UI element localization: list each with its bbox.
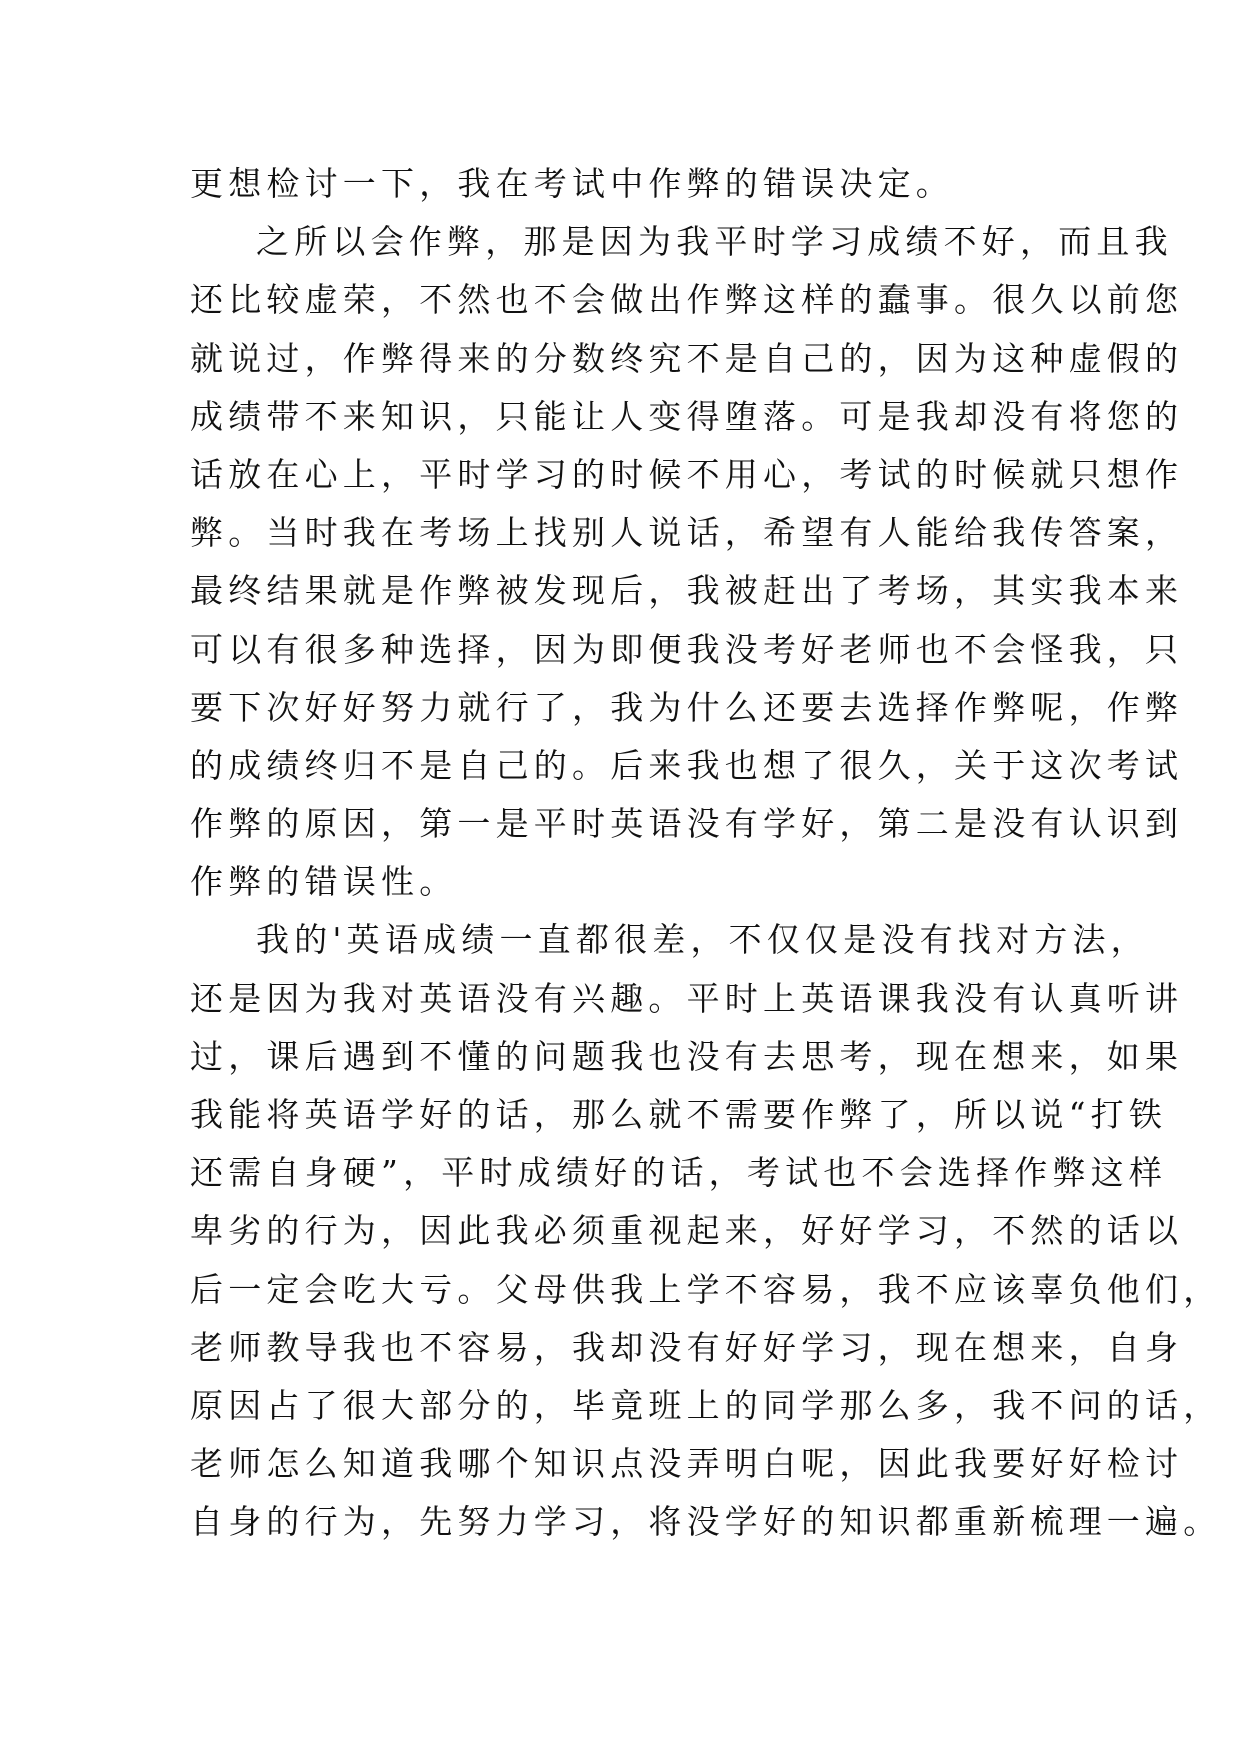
- text-line: 要下次好好努力就行了，我为什么还要去选择作弊呢，作弊: [190, 687, 1184, 727]
- text-line: 老师怎么知道我哪个知识点没弄明白呢，因此我要好好检讨: [190, 1444, 1184, 1484]
- text-line: 自身的行为，先努力学习，将没学好的知识都重新梳理一遍。: [190, 1502, 1222, 1542]
- text-line: 弊。当时我在考场上找别人说话，希望有人能给我传答案，: [190, 513, 1184, 553]
- text-line: 我能将英语学好的话，那么就不需要作弊了，所以说“打铁: [190, 1095, 1168, 1134]
- text-line: 作弊的原因，第一是平时英语没有学好，第二是没有认识到: [190, 804, 1184, 844]
- text-line: 更想检讨一下，我在考试中作弊的错误决定。: [190, 164, 954, 203]
- text-line: 老师教导我也不容易，我却没有好好学习，现在想来，自身: [190, 1327, 1184, 1367]
- text-line: 就说过，作弊得来的分数终究不是自己的，因为这种虚假的: [190, 338, 1184, 378]
- text-line: 后一定会吃大亏。父母供我上学不容易，我不应该辜负他们，: [190, 1269, 1222, 1309]
- text-line: 还需自身硬”，平时成绩好的话，考试也不会选择作弊这样: [190, 1153, 1168, 1193]
- text-line: 卑劣的行为，因此我必须重视起来，好好学习，不然的话以: [190, 1211, 1184, 1251]
- text-line: 话放在心上，平时学习的时候不用心，考试的时候就只想作: [190, 454, 1184, 494]
- text-line: 的成绩终归不是自己的。后来我也想了很久，关于这次考试: [190, 745, 1184, 785]
- text-line: 还比较虚荣，不然也不会做出作弊这样的蠢事。很久以前您: [190, 280, 1184, 320]
- text-line: 可以有很多种选择，因为即便我没考好老师也不会怪我，只: [190, 629, 1184, 669]
- text-line: 成绩带不来知识，只能让人变得堕落。可是我却没有将您的: [190, 396, 1184, 436]
- text-line: 作弊的错误性。: [190, 862, 458, 902]
- document-body: [190, 155, 1222, 1552]
- text-line: 最终结果就是作弊被发现后，我被赶出了考场，其实我本来: [190, 571, 1184, 611]
- text-line: 我的'英语成绩一直都很差，不仅仅是没有找对方法，: [256, 920, 1149, 960]
- text-line: 过，课后遇到不懂的问题我也没有去思考，现在想来，如果: [190, 1036, 1184, 1076]
- text-line: 原因占了很大部分的，毕竟班上的同学那么多，我不问的话，: [190, 1385, 1222, 1425]
- text-line: 还是因为我对英语没有兴趣。平时上英语课我没有认真听讲: [190, 978, 1184, 1018]
- text-line: 之所以会作弊，那是因为我平时学习成绩不好，而且我: [256, 222, 1173, 262]
